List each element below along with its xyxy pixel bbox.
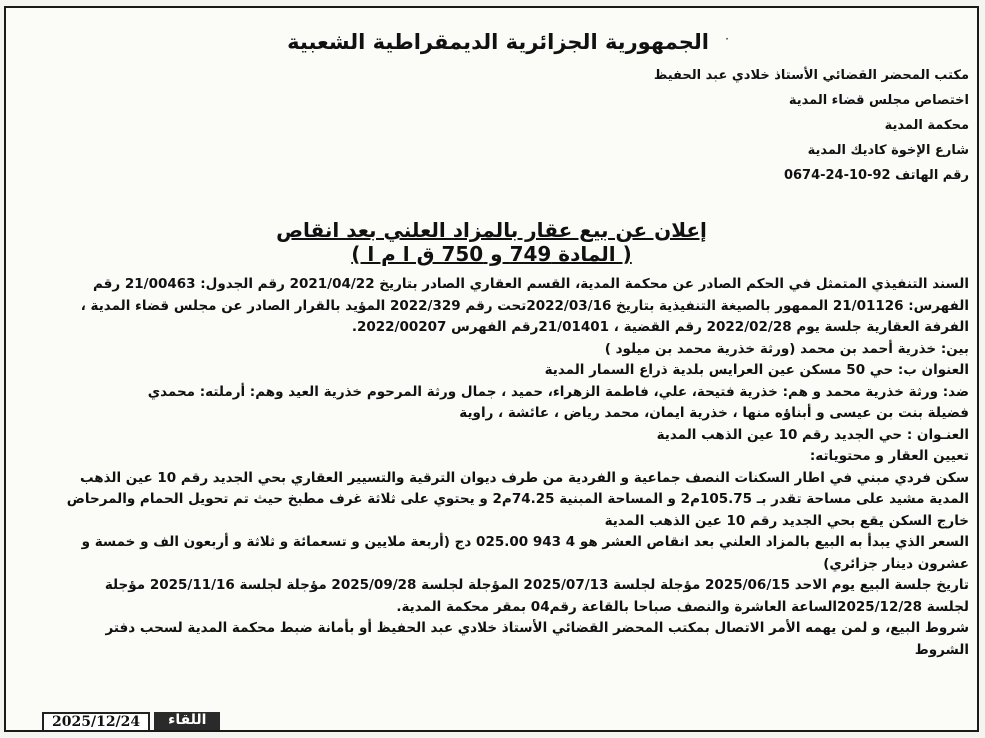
body-line: سكن فردي مبني في اطار السكنات النصف جماعية و الفردية من طرف ديوان الترقية والتسيير العقاري بحي الجديد رقم 10 عين الذهب — [79, 469, 969, 486]
body-line: الشروط — [914, 641, 969, 658]
announcement-content — [6, 8, 977, 730]
body-line: خارج السكن يقع بحي الجديد رقم 10 عين الذهب المدية — [604, 512, 969, 529]
body-line: الفرفة العقارية جلسة يوم 2022/02/28 رقم القضية ، 21/01401رقم الفهرس 2022/00207. — [351, 319, 969, 335]
defendants-address — [12, 425, 969, 447]
body-line: بين: خذرية أحمد بن محمد (ورثة خذرية محمد بن ميلود ) — [604, 340, 969, 357]
phone-number: 0674-24-10-92 — [783, 168, 891, 183]
body-line: الفهرس: 21/01126 الممهور بالصيغة التنفيذية بتاريخ 2022/03/16تحت رقم 2022/329 المؤيد بالقرار الصادر عن مجلس قضاء المدية ، — [80, 297, 969, 314]
newspaper-name: اللقاء — [154, 712, 220, 730]
body-line: تعيين العقار و محتوياته: — [809, 448, 969, 464]
publication-footer — [42, 712, 220, 730]
legal-articles-subtitle: ( المادة 749 و 750 ق ا م ا ) — [351, 242, 632, 266]
plaintiff-line — [12, 339, 969, 361]
jurisdiction-line: اختصاص مجلس قضاء المدية — [788, 93, 969, 108]
property-description — [12, 468, 969, 533]
publication-date: 2025/12/24 — [42, 712, 150, 730]
body-line: السعر الذي يبدأ به البيع بالمزاد العلني بعد انقاص العشر هو 4 943 025.00 دج (أربعة ملايين و تسعمائة و ثلاثة و أربعون الف و خمسة و — [81, 534, 969, 550]
executive-title-paragraph — [12, 274, 969, 339]
sale-conditions-paragraph — [12, 618, 969, 661]
body-line: المدية مشيد على مساحة تقدر بـ 105.75م2 و المساحة المبنية 74.25م2 و يحتوي على ثلاثة غرف مطبخ حيث تم تحويل الحمام والمرحاض — [66, 491, 969, 507]
body-line: العنوان ب: حي 50 مسكن عين العرايس بلدية ذراع السمار المدية — [544, 362, 969, 378]
phone-label: رقم الهاتف — [895, 168, 969, 183]
announcement-frame — [4, 6, 979, 732]
defendants-paragraph — [12, 382, 969, 425]
body-line: عشرون دينار جزائري) — [823, 555, 969, 572]
property-heading — [12, 446, 969, 468]
street-address: شارع الإخوة كاديك المدية — [807, 143, 969, 158]
starting-price-paragraph — [12, 532, 969, 575]
phone-line — [369, 163, 969, 188]
decorative-dot: · — [725, 32, 729, 46]
body-line: فضيلة بنت بن عيسى و أبناؤه منها ، خذرية ايمان، محمد رياض ، عائشة ، راوية — [459, 405, 969, 421]
plaintiff-address — [12, 360, 969, 382]
office-header — [369, 63, 969, 188]
announcement-body — [12, 274, 969, 661]
body-line: العنـوان : حي الجديد رقم 10 عين الذهب المدية — [656, 426, 969, 443]
body-line: شروط البيع، و لمن يهمه الأمر الاتصال بمكتب المحضر القضائي الأستاذ خلادي عبد الحفيظ أو بأمانة ضبط محكمة المدية لسحب دفتر — [105, 620, 969, 636]
sale-date-paragraph — [12, 575, 969, 618]
body-line: ضد: ورثة خذرية محمد و هم: خذرية فتيحة، علي، فاطمة الزهراء، حميد ، جمال ورثة المرحوم خذرية العيد وهم: أرملته: محمدي — [147, 383, 969, 400]
court-name: محكمة المدية — [884, 118, 969, 133]
body-line: السند التنفيذي المتمثل في الحكم الصادر عن محكمة المدية، القسم العقاري الصادر بتاريخ 2021/04/22 رقم الجدول: 21/00463 رقم — [92, 276, 969, 292]
republic-heading: الجمهورية الجزائرية الديمقراطية الشعبية — [287, 30, 709, 54]
body-line: تاريخ جلسة البيع يوم الاحد 2025/06/15 مؤجلة لجلسة 2025/07/13 المؤجلة لجلسة 2025/09/28 مؤجلة لجلسة 2025/11/16 مؤجلة — [104, 577, 969, 593]
announcement-title: إعلان عن بيع عقار بالمزاد العلني بعد انقاص — [276, 218, 707, 242]
body-line: لجلسة 2025/12/28الساعة العاشرة والنصف صباحا بالقاعة رقم04 بمقر محكمة المدية. — [396, 598, 969, 615]
office-name: مكتب المحضر القضائي الأستاذ خلادي عبد الحفيظ — [653, 68, 969, 83]
